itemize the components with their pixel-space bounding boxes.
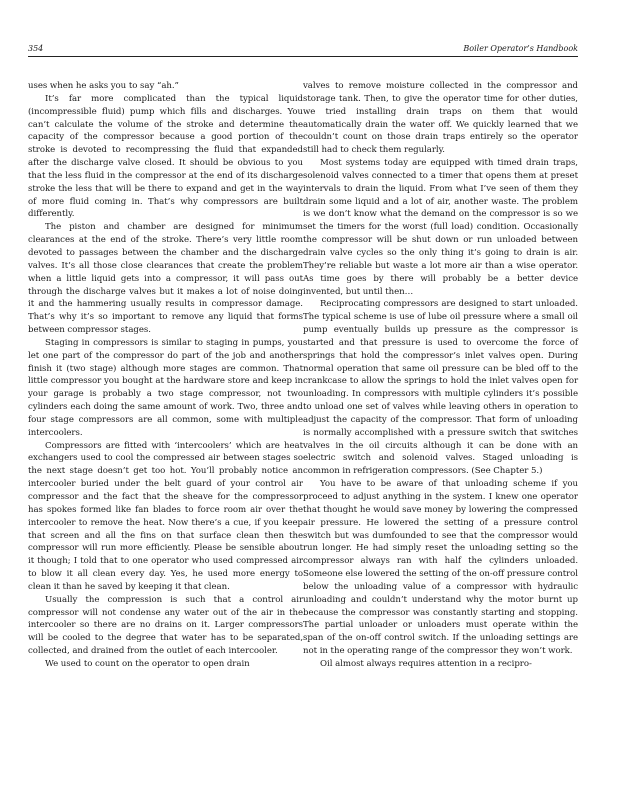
paragraph: Most systems today are equipped with timed drain traps, solenoid valves connected to a timer that opens them at preset intervals to drain the liquid. From what I’ve seen of them they drain some liquid and a lot of air, another waste. The problem is we don’t know what the demand on the compressor is so we set the timers for the worst (full load) condition. Occasionally the compressor will be shut down or run unloaded between drain valve cycles so the only thing it’s going to drain is air. They’re reliable but waste a lot more air than a wise operator. As time goes by there will probably be a better device invented, but until then…: [303, 158, 578, 297]
right-column: [303, 80, 578, 671]
running-title: Boiler Operator’s Handbook: [463, 44, 578, 53]
paragraph: Staging in compressors is similar to staging in pumps, you let one part of the compressor do part of the job and another finish it (two stage) although more stages are common. That little compressor you bought at the hardware store and keep in your garage is probably a two stage compressor, not two cylinders each doing the same amount of work. Two, three and four stage compressors are all common, some with multiple intercoolers.: [28, 337, 303, 438]
paragraph: The piston and chamber are designed for minimum clearances at the end of the stroke. There’s very little room devoted to passages between the chamber and the discharge valves. It’s all those close clearances that create the problem when a little liquid gets into a compressor, it will pass out through the discharge valves but it makes a lot of noise doing it and the hammering usually results in compressor damage. That’s why it’s so important to remove any liquid that forms between compressor stages.: [28, 222, 303, 336]
body-columns: [28, 80, 578, 671]
paragraph: It’s far more complicated than the typical liquid (incompressible fluid) pump which fills and discharges. You can’t calculate the volume of the stroke and determine the capacity of the compressor because a good portion of the stroke is devoted to recompressing the fluid that expanded after the discharge valve closed. It should be obvious to you that the less fluid in the compressor at the end of its discharge stroke the less that will be there to expand and get in the way of more fluid coming in. That’s why compressors are built differently.: [28, 93, 303, 220]
paragraph: Oil almost always requires attention in a recipro-: [320, 658, 532, 669]
paragraph: You have to be aware of that unloading scheme if you proceed to adjust anything in the system. I knew one operator that thought he would save money by lowering the compressed air pressure. He lowered the setting of a pressure control switch but was dumfounded to see that the compressor would run longer. He had simply reset the unloading setting so the compressor always ran with half the cylinders unloaded. Someone else lowered the setting of the on-off pressure control below the unloading value of a compressor with hydraulic unloading and couldn’t understand why the motor burnt up because the compressor was constantly starting and stopping. The partial unloader or unloaders must operate within the span of the on-off control switch. If the unloading settings are not in the operating range of the compressor they won’t work.: [303, 479, 579, 657]
paragraph: valves to remove moisture collected in the compressor and storage tank. Then, to give the operator time for other duties, we tried installing drain traps on them that would automatically drain the water off. We quickly learned that we couldn’t count on those drain traps entirely so the operator still had to check them regularly.: [303, 81, 578, 156]
left-column: [28, 80, 303, 671]
paragraph: Compressors are fitted with ‘intercoolers’ which are heat exchangers used to cool the compressed air between stages so the next stage doesn’t get too hot. You’ll probably notice an intercooler buried under the belt guard of your control air compressor and the fact that the sheave for the compressor has spokes formed like fan blades to force room air over the intercooler to remove the heat. Now there’s a cue, if you keep that screen and all the fins on that surface clean then the compressor will run more efficiently. Please be sensible about it though; I told that to one operator who used compressed air to blow it all clean every day. Yes, he used more energy to clean it than he saved by keeping it that clean.: [28, 440, 303, 592]
running-header: [28, 44, 578, 57]
page-number: 354: [28, 44, 44, 53]
paragraph: Reciprocating compressors are designed to start unloaded. The typical scheme is use of lube oil pressure where a small oil pump eventually builds up pressure as the compressor is started and that pressure is used to overcome the force of springs that hold the compressor’s inlet valves open. During normal operation that same oil pressure can be bled off to the crankcase to allow the springs to hold the inlet valves open for unloading. In compressors with multiple cylinders it’s possible to unload one set of valves while leaving others in operation to adjust the capacity of the compressor. That form of unloading is normally accomplished with a pressure switch that switches valves in the oil circuits although it can be done with an electric switch and solenoid valves. Staged unloading is common in refrigeration compressors. (See Chapter 5.): [303, 299, 578, 477]
paragraph: Usually the compression is such that a control air compressor will not condense any water out of the air in the intercooler so there are no drains on it. Larger compressors will be cooled to the degree that water has to be separated, collected, and drained from the outlet of each intercooler.: [28, 594, 303, 657]
paragraph: We used to count on the operator to open drain: [45, 658, 250, 669]
paragraph: uses when he asks you to say “ah.”: [28, 81, 179, 91]
